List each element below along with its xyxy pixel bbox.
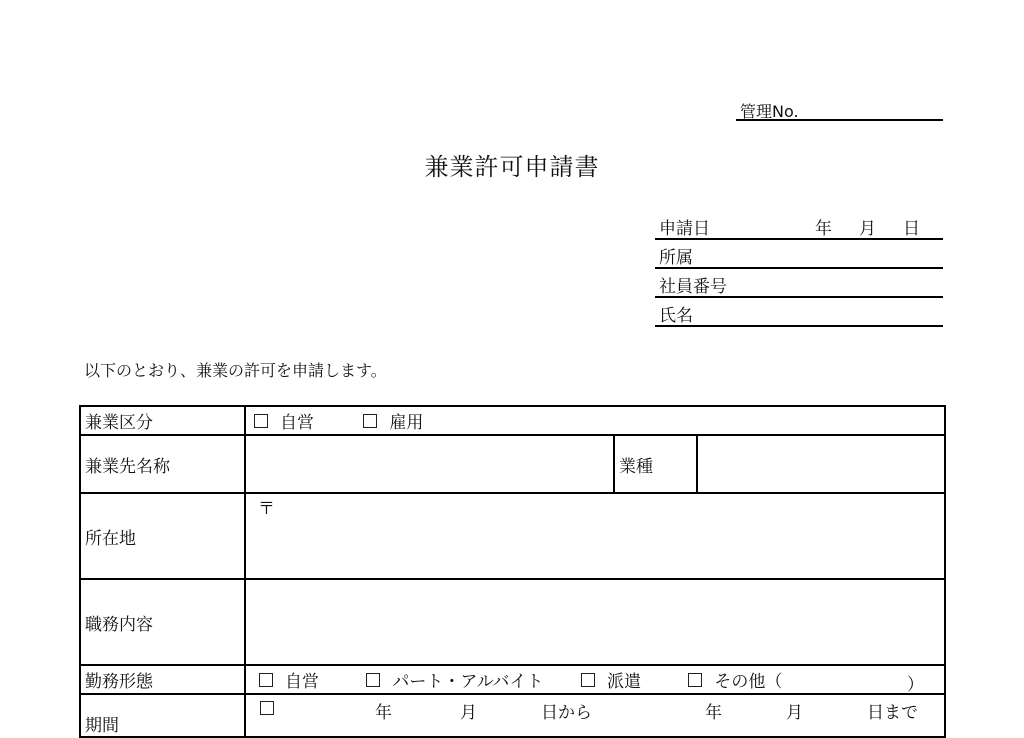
period-until-label: 日まで (867, 703, 918, 723)
work-style-options (245, 665, 945, 694)
postal-mark-icon: 〒 (258, 499, 275, 519)
work-style-option-part-time[interactable]: パート・アルバイト (366, 667, 543, 692)
application-date-label: 申請日 (659, 219, 710, 239)
category-option-employed[interactable]: 雇用 (363, 408, 423, 433)
period-end-month: 月 (786, 703, 803, 723)
category-options (245, 406, 945, 435)
company-name-field[interactable] (245, 435, 614, 493)
work-style-option-self-employed[interactable]: 自営 (259, 667, 319, 692)
work-style-option-dispatch[interactable]: 派遣 (581, 667, 641, 692)
category-label: 兼業区分 (80, 406, 245, 435)
period-label: 期間 (80, 694, 245, 737)
address-label: 所在地 (80, 493, 245, 579)
name-row[interactable] (655, 297, 943, 327)
industry-label: 業種 (614, 435, 697, 493)
address-field[interactable] (245, 493, 945, 579)
checkbox-icon[interactable] (260, 701, 274, 715)
date-year-label: 年 (815, 219, 832, 239)
checkbox-icon[interactable] (259, 673, 273, 687)
period-dates (250, 695, 940, 723)
work-style-option-other[interactable]: その他（ (688, 667, 782, 692)
department-row[interactable] (655, 239, 943, 269)
application-form-table (79, 405, 946, 738)
department-label: 所属 (659, 248, 693, 268)
management-number-label: 管理No. (740, 102, 799, 121)
management-number-field[interactable] (736, 119, 943, 121)
document-title: 兼業許可申請書 (424, 153, 600, 181)
period-end-year: 年 (705, 703, 722, 723)
name-label: 氏名 (659, 306, 693, 326)
intro-text: 以下のとおり、兼業の許可を申請します。 (84, 361, 387, 380)
duties-row (80, 579, 945, 665)
address-row (80, 493, 945, 579)
date-day-label: 日 (903, 219, 920, 239)
checkbox-icon[interactable] (366, 673, 380, 687)
date-month-label: 月 (859, 219, 876, 239)
employee-number-label: 社員番号 (659, 277, 727, 297)
other-close-paren: ） (907, 675, 925, 695)
period-field[interactable] (245, 694, 945, 737)
checkbox-icon[interactable] (581, 673, 595, 687)
period-row (80, 694, 945, 737)
checkbox-icon[interactable] (688, 673, 702, 687)
company-row (80, 435, 945, 493)
company-label: 兼業先名称 (80, 435, 245, 493)
application-date-row[interactable] (655, 210, 943, 240)
employee-number-row[interactable] (655, 268, 943, 298)
work-style-label: 勤務形態 (80, 665, 245, 694)
work-style-row (80, 665, 945, 694)
checkbox-icon[interactable] (363, 414, 377, 428)
category-row (80, 406, 945, 435)
duties-label: 職務内容 (80, 579, 245, 665)
checkbox-icon[interactable] (254, 414, 268, 428)
industry-field[interactable] (697, 435, 945, 493)
period-from-label: 日から (541, 703, 592, 723)
category-option-self-employed[interactable]: 自営 (254, 408, 314, 433)
period-start-month: 月 (460, 703, 477, 723)
duties-field[interactable] (245, 579, 945, 665)
period-start-year: 年 (375, 703, 392, 723)
